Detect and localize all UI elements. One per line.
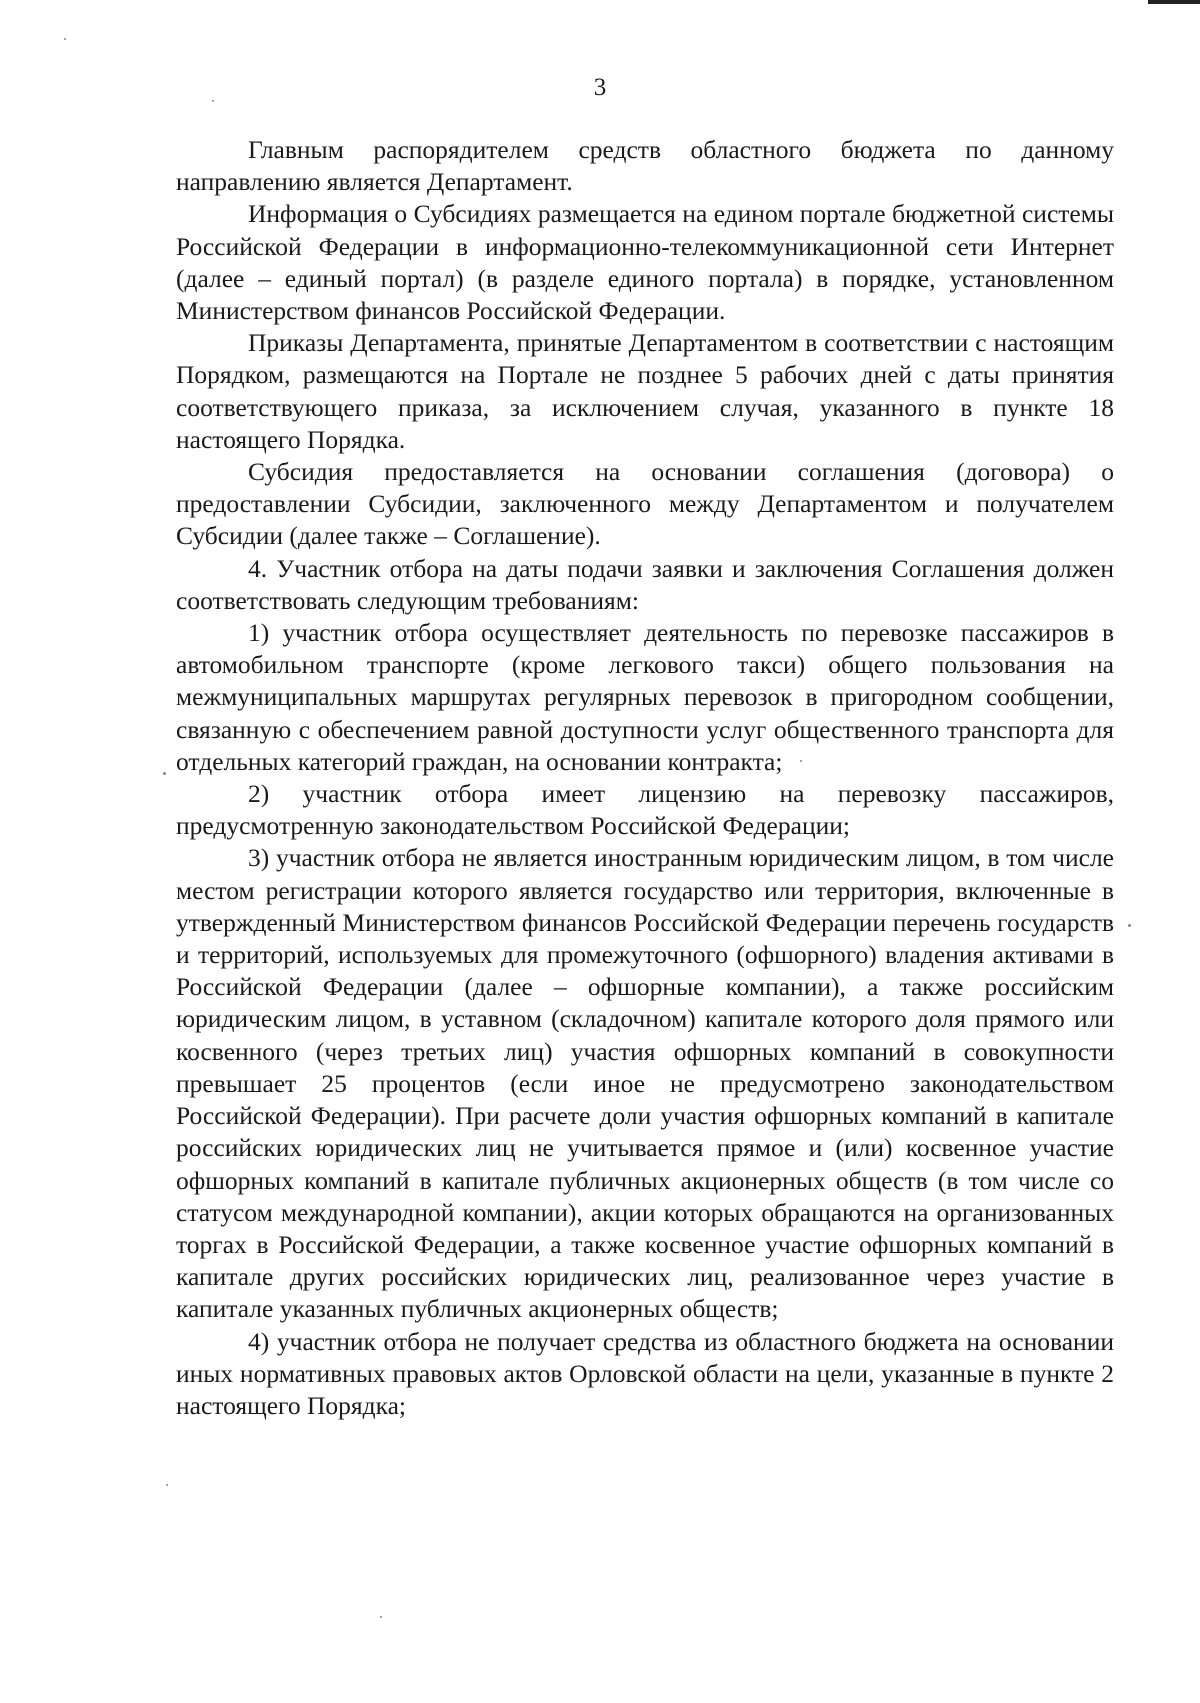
document-body xyxy=(176,134,1114,1422)
requirement-item-3: 3) участник отбора не является иностранным юридическим лицом, в том числе местом регистрации которого является государство или территория, включенные в утвержденный Министерством финансов Российской Федерации перечень государств и территорий, используемых для промежуточного (офшорного) владения активами в Российской Федерации (далее – офшорные компании), а также российским юридическим лицом, в уставном (складочном) капитале которого доля прямого или косвенного (через третьих лиц) участия офшорных компаний в совокупности превышает 25 процентов (если иное не предусмотрено законодательством Российской Федерации). При расчете доли участия офшорных компаний в капитале российских юридических лиц не учитывается прямое и (или) косвенное участие офшорных компаний в капитале публичных акционерных обществ (в том числе со статусом международной компании), акции которых обращаются на организованных торгах в Российской Федерации, а также косвенное участие офшорных компаний в капитале других российских юридических лиц, реализованное через участие в капитале указанных публичных акционерных обществ; xyxy=(176,843,1114,1324)
paragraph-section-4-requirements: 4. Участник отбора на даты подачи заявки и заключения Соглашения должен соответствовать следующим требованиям: xyxy=(176,553,1114,615)
scan-speck xyxy=(1128,924,1131,927)
paragraph-department-orders: Приказы Департамента, принятые Департаментом в соответствии с настоящим Порядком, размещаются на Портале не позднее 5 рабочих дней с даты принятия соответствующего приказа, за исключением случая, указанного в пункте 18 настоящего Порядка. xyxy=(176,328,1114,454)
paragraph-main-administrator: Главным распорядителем средств областного бюджета по данному направлению является Департамент. xyxy=(176,135,1114,197)
scan-speck xyxy=(64,38,66,40)
scan-edge-mark xyxy=(1148,0,1200,4)
paragraph-unified-portal-info: Информация о Субсидиях размещается на едином портале бюджетной системы Российской Федерации в информационно-телекоммуникационной сети Интернет (далее – единый портал) (в разделе единого портала) в порядке, установленном Министерством финансов Российской Федерации. xyxy=(176,199,1114,326)
requirement-item-1: 1) участник отбора осуществляет деятельность по перевозке пассажиров в автомобильном транспорте (кроме легкового такси) общего пользования на межмуниципальных маршрутах регулярных перевозок в пригородном сообщении, связанную с обеспечением равной доступности услуг общественного транспорта для отдельных категорий граждан, на основании контракта; xyxy=(176,618,1114,776)
paragraph-subsidy-agreement: Субсидия предоставляется на основании соглашения (договора) о предоставлении Субсидии, заключенного между Департаментом и получателем Субсидии (далее также – Соглашение). xyxy=(176,457,1114,551)
page-number: 3 xyxy=(593,74,607,101)
scan-speck xyxy=(380,1616,382,1618)
requirement-item-4: 4) участник отбора не получает средства из областного бюджета на основании иных нормативных правовых актов Орловской области на цели, указанные в пункте 2 настоящего Порядка; xyxy=(176,1326,1114,1420)
scan-speck xyxy=(166,1484,168,1486)
requirement-item-2: 2) участник отбора имеет лицензию на перевозку пассажиров, предусмотренную законодательством Российской Федерации; xyxy=(176,779,1114,841)
scan-speck xyxy=(163,772,166,775)
